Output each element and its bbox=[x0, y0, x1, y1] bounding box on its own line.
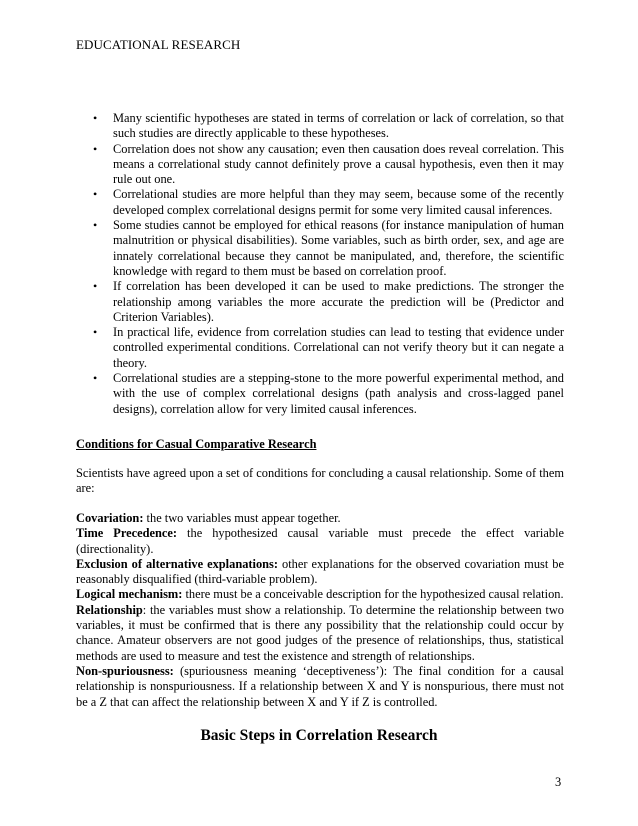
section-intro: Scientists have agreed upon a set of conditions for concluding a causal relationship. Some of them are: bbox=[76, 466, 564, 496]
condition-term: Non-spuriousness: bbox=[76, 663, 174, 678]
condition-text: the hypothesized causal variable must precede the effect variable (directionality). bbox=[76, 526, 565, 556]
running-header: EDUCATIONAL RESEARCH bbox=[76, 37, 241, 52]
condition-text: the two variables must appear together. bbox=[143, 511, 341, 525]
bullet-item bbox=[76, 111, 564, 142]
next-section-title: Basic Steps in Correlation Research bbox=[200, 727, 438, 744]
bullet-icon: • bbox=[93, 371, 98, 386]
bullet-icon: • bbox=[93, 218, 98, 233]
bullet-text: Correlational studies are more helpful than they may seem, because some of the recently developed complex correlational designs permit for some very limited causal inferences. bbox=[113, 187, 564, 217]
bullet-text: Some studies cannot be employed for ethical reasons (for instance manipulation of human malnutrition or physical disabilities). Some variables, such as birth order, sex, and age are innately correlational because they cannot be manipulated, and, therefore, the scientific knowledge with regard to them must be based on correlation proof. bbox=[113, 218, 564, 278]
bullet-text: In practical life, evidence from correlation studies can lead to testing that evidence under controlled experimental conditions. Correlational can not verify theory but it can negate a theory. bbox=[113, 325, 564, 370]
bullet-list bbox=[76, 111, 564, 417]
condition-term: Relationship bbox=[76, 602, 143, 617]
bullet-item bbox=[76, 325, 564, 371]
condition-covariation bbox=[76, 511, 564, 526]
bullet-text: Correlational studies are a stepping-stone to the more powerful experimental method, and with the use of complex correlational designs (path analysis and cross-lagged panel designs), correlation allow for very limited causal inferences. bbox=[113, 371, 564, 416]
bullet-item bbox=[76, 218, 564, 279]
condition-time-precedence bbox=[76, 526, 564, 557]
condition-term: Logical mechanism: bbox=[76, 587, 183, 602]
condition-exclusion bbox=[76, 557, 564, 588]
bullet-text: Many scientific hypotheses are stated in terms of correlation or lack of correlation, so that such studies are directly applicable to these hypotheses. bbox=[113, 111, 564, 141]
condition-logical-mechanism bbox=[76, 587, 564, 602]
bullet-icon: • bbox=[93, 325, 98, 340]
section-heading: Conditions for Casual Comparative Research bbox=[76, 437, 317, 451]
bullet-item bbox=[76, 142, 564, 188]
condition-non-spuriousness bbox=[76, 664, 564, 710]
bullet-icon: • bbox=[93, 141, 98, 156]
bullet-icon: • bbox=[93, 279, 98, 294]
condition-relationship bbox=[76, 603, 564, 664]
bullet-text: Correlation does not show any causation; even then causation does reveal correlation. This means a correlational study cannot definitely prove a causal hypothesis, even then it may rule out one. bbox=[113, 141, 564, 187]
condition-text: other explanations for the observed covariation must be reasonably disqualified (third-variable problem). bbox=[76, 556, 564, 587]
bullet-text: If correlation has been developed it can be used to make predictions. The stronger the relationship among variables the more accurate the prediction will be (Predictor and Criterion Variables). bbox=[113, 279, 564, 324]
conditions-list bbox=[76, 511, 564, 710]
bullet-icon: • bbox=[93, 187, 98, 202]
condition-text: there must be a conceivable description for the hypothesized causal relation. bbox=[182, 587, 564, 602]
condition-term: Covariation: bbox=[76, 511, 144, 525]
condition-term: Time Precedence: bbox=[76, 526, 178, 541]
condition-text: (spuriousness meaning ‘deceptiveness’): The final condition for a causal relationship is nonspuriousness. If a relationship between X and Y is nonspurious, there must not be a Z that can affect the relationship between X and Y if Z is controlled. bbox=[76, 663, 564, 709]
condition-term: Exclusion of alternative explanations: bbox=[76, 556, 279, 571]
bullet-icon: • bbox=[93, 111, 98, 125]
page-number: 3 bbox=[555, 775, 562, 789]
bullet-item bbox=[76, 279, 564, 325]
bullet-item bbox=[76, 187, 564, 218]
bullet-item bbox=[76, 371, 564, 417]
condition-text: : the variables must show a relationship. To determine the relationship between two variables, it must be confirmed that is there any possibility that the relationship could occur by chance. Amateur observers are not good judges of the presence of relationships, thus, statistical methods are used to measure and test the existence and strength of relationships. bbox=[76, 602, 564, 663]
